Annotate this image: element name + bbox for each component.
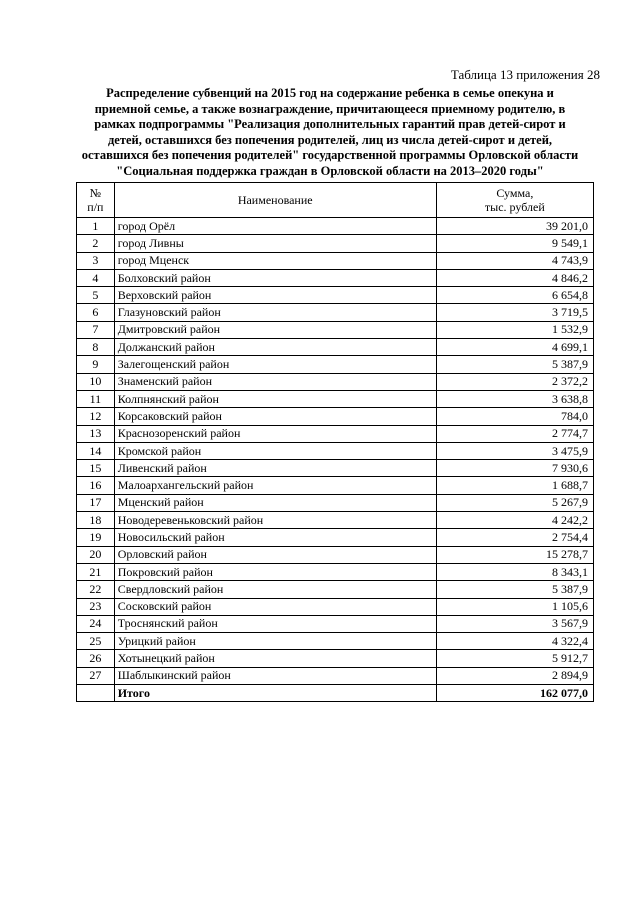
title-line: "Социальная поддержка граждан в Орловской области на 2013–2020 годы" — [116, 163, 544, 178]
row-sum-cell: 4 242,2 — [436, 512, 593, 529]
row-sum-cell: 4 743,9 — [436, 252, 593, 269]
row-name-cell: город Орёл — [114, 218, 436, 235]
title-line: Распределение субвенций на 2015 год на содержание ребенка в семье опекуна и — [106, 86, 554, 100]
table-row — [77, 667, 594, 684]
row-name-cell: Корсаковский район — [114, 408, 436, 425]
row-sum-cell: 3 719,5 — [436, 304, 593, 321]
header-num-line1: № — [89, 186, 102, 200]
table-row — [77, 546, 594, 563]
table-row — [77, 650, 594, 667]
table-row — [77, 529, 594, 546]
row-sum-cell: 3 638,8 — [436, 390, 593, 407]
row-num-cell: 10 — [77, 373, 115, 390]
table-header — [77, 183, 594, 218]
header-sum-line1: Сумма, — [496, 186, 534, 200]
row-name-cell: Верховский район — [114, 287, 436, 304]
table-row — [77, 442, 594, 459]
row-sum-cell: 5 267,9 — [436, 494, 593, 511]
row-sum-cell: 4 699,1 — [436, 339, 593, 356]
row-name-cell: Краснозоренский район — [114, 425, 436, 442]
row-sum-cell: 9 549,1 — [436, 235, 593, 252]
row-sum-cell: 39 201,0 — [436, 218, 593, 235]
row-name-cell: Новосильский район — [114, 529, 436, 546]
row-num-cell: 9 — [77, 356, 115, 373]
row-name-cell: Урицкий район — [114, 633, 436, 650]
row-num-cell: 13 — [77, 425, 115, 442]
row-name-cell: Глазуновский район — [114, 304, 436, 321]
subsidy-table — [76, 182, 594, 702]
row-name-cell: Должанский район — [114, 339, 436, 356]
row-name-cell: Кромской район — [114, 442, 436, 459]
table-row — [77, 235, 594, 252]
row-sum-cell: 6 654,8 — [436, 287, 593, 304]
row-name-cell: Знаменский район — [114, 373, 436, 390]
row-num-cell: 19 — [77, 529, 115, 546]
row-num-cell: 3 — [77, 252, 115, 269]
row-num-cell: 8 — [77, 339, 115, 356]
total-num-cell — [77, 685, 115, 702]
header-num-line2: п/п — [87, 200, 104, 214]
row-sum-cell: 1 105,6 — [436, 598, 593, 615]
row-num-cell: 14 — [77, 442, 115, 459]
header-sum-line2: тыс. рублей — [484, 200, 545, 214]
table-row — [77, 252, 594, 269]
title-line: приемной семье, а также вознаграждение, причитающееся приемному родителю, в — [94, 101, 566, 116]
table-row — [77, 287, 594, 304]
table-row — [77, 356, 594, 373]
header-sum — [436, 183, 593, 218]
table-row — [77, 563, 594, 580]
table-row — [77, 598, 594, 615]
row-name-cell: Сосковский район — [114, 598, 436, 615]
table-row — [77, 269, 594, 286]
row-name-cell: Новодеревеньковский район — [114, 512, 436, 529]
row-name-cell: Малоархангельский район — [114, 477, 436, 494]
row-num-cell: 12 — [77, 408, 115, 425]
total-row — [77, 685, 594, 702]
row-name-cell: Колпнянский район — [114, 390, 436, 407]
row-sum-cell: 4 322,4 — [436, 633, 593, 650]
row-num-cell: 4 — [77, 269, 115, 286]
row-sum-cell: 784,0 — [436, 408, 593, 425]
row-num-cell: 27 — [77, 667, 115, 684]
row-num-cell: 23 — [77, 598, 115, 615]
row-num-cell: 18 — [77, 512, 115, 529]
title-line: рамках подпрограммы "Реализация дополнительных гарантий прав детей-сирот и — [94, 117, 566, 132]
row-name-cell: Покровский район — [114, 563, 436, 580]
row-sum-cell: 15 278,7 — [436, 546, 593, 563]
table-row — [77, 408, 594, 425]
row-num-cell: 11 — [77, 390, 115, 407]
row-sum-cell: 2 754,4 — [436, 529, 593, 546]
row-name-cell: город Ливны — [114, 235, 436, 252]
row-sum-cell: 5 912,7 — [436, 650, 593, 667]
row-name-cell: город Мценск — [114, 252, 436, 269]
row-num-cell: 17 — [77, 494, 115, 511]
table-row — [77, 615, 594, 632]
row-num-cell: 22 — [77, 581, 115, 598]
row-num-cell: 25 — [77, 633, 115, 650]
table-row — [77, 460, 594, 477]
row-name-cell: Троснянский район — [114, 615, 436, 632]
row-sum-cell: 3 567,9 — [436, 615, 593, 632]
table-row — [77, 581, 594, 598]
table-row — [77, 390, 594, 407]
row-num-cell: 20 — [77, 546, 115, 563]
header-num — [77, 183, 115, 218]
row-sum-cell: 3 475,9 — [436, 442, 593, 459]
table-body — [77, 218, 594, 702]
title-line: оставшихся без попечения родителей" государственной программы Орловской области — [81, 148, 579, 163]
row-name-cell: Залегощенский район — [114, 356, 436, 373]
row-name-cell: Мценский район — [114, 494, 436, 511]
row-name-cell: Ливенский район — [114, 460, 436, 477]
row-num-cell: 6 — [77, 304, 115, 321]
row-sum-cell: 7 930,6 — [436, 460, 593, 477]
table-row — [77, 512, 594, 529]
row-num-cell: 24 — [77, 615, 115, 632]
table-row — [77, 425, 594, 442]
row-name-cell: Шаблыкинский район — [114, 667, 436, 684]
row-num-cell: 2 — [77, 235, 115, 252]
table-row — [77, 339, 594, 356]
row-sum-cell: 5 387,9 — [436, 581, 593, 598]
row-sum-cell: 4 846,2 — [436, 269, 593, 286]
header-row — [77, 183, 594, 218]
table-reference: Таблица 13 приложения 28 — [450, 67, 600, 82]
table-row — [77, 321, 594, 338]
title-line: детей, оставшихся без попечения родителей, лиц из числа детей-сирот и детей, — [107, 132, 553, 147]
row-num-cell: 15 — [77, 460, 115, 477]
table-row — [77, 304, 594, 321]
table-row — [77, 218, 594, 235]
row-name-cell: Орловский район — [114, 546, 436, 563]
document-title — [60, 86, 600, 180]
row-name-cell: Хотынецкий район — [114, 650, 436, 667]
row-sum-cell: 8 343,1 — [436, 563, 593, 580]
table-row — [77, 477, 594, 494]
row-num-cell: 26 — [77, 650, 115, 667]
table-row — [77, 494, 594, 511]
header-name: Наименование — [114, 183, 436, 218]
row-num-cell: 7 — [77, 321, 115, 338]
row-num-cell: 21 — [77, 563, 115, 580]
row-sum-cell: 1 688,7 — [436, 477, 593, 494]
total-sum-cell: 162 077,0 — [436, 685, 593, 702]
row-sum-cell: 1 532,9 — [436, 321, 593, 338]
row-num-cell: 16 — [77, 477, 115, 494]
table-row — [77, 373, 594, 390]
row-sum-cell: 2 372,2 — [436, 373, 593, 390]
row-sum-cell: 2 894,9 — [436, 667, 593, 684]
total-label-cell: Итого — [114, 685, 436, 702]
row-num-cell: 5 — [77, 287, 115, 304]
row-num-cell: 1 — [77, 218, 115, 235]
row-sum-cell: 5 387,9 — [436, 356, 593, 373]
row-sum-cell: 2 774,7 — [436, 425, 593, 442]
table-row — [77, 633, 594, 650]
row-name-cell: Дмитровский район — [114, 321, 436, 338]
row-name-cell: Свердловский район — [114, 581, 436, 598]
row-name-cell: Болховский район — [114, 269, 436, 286]
